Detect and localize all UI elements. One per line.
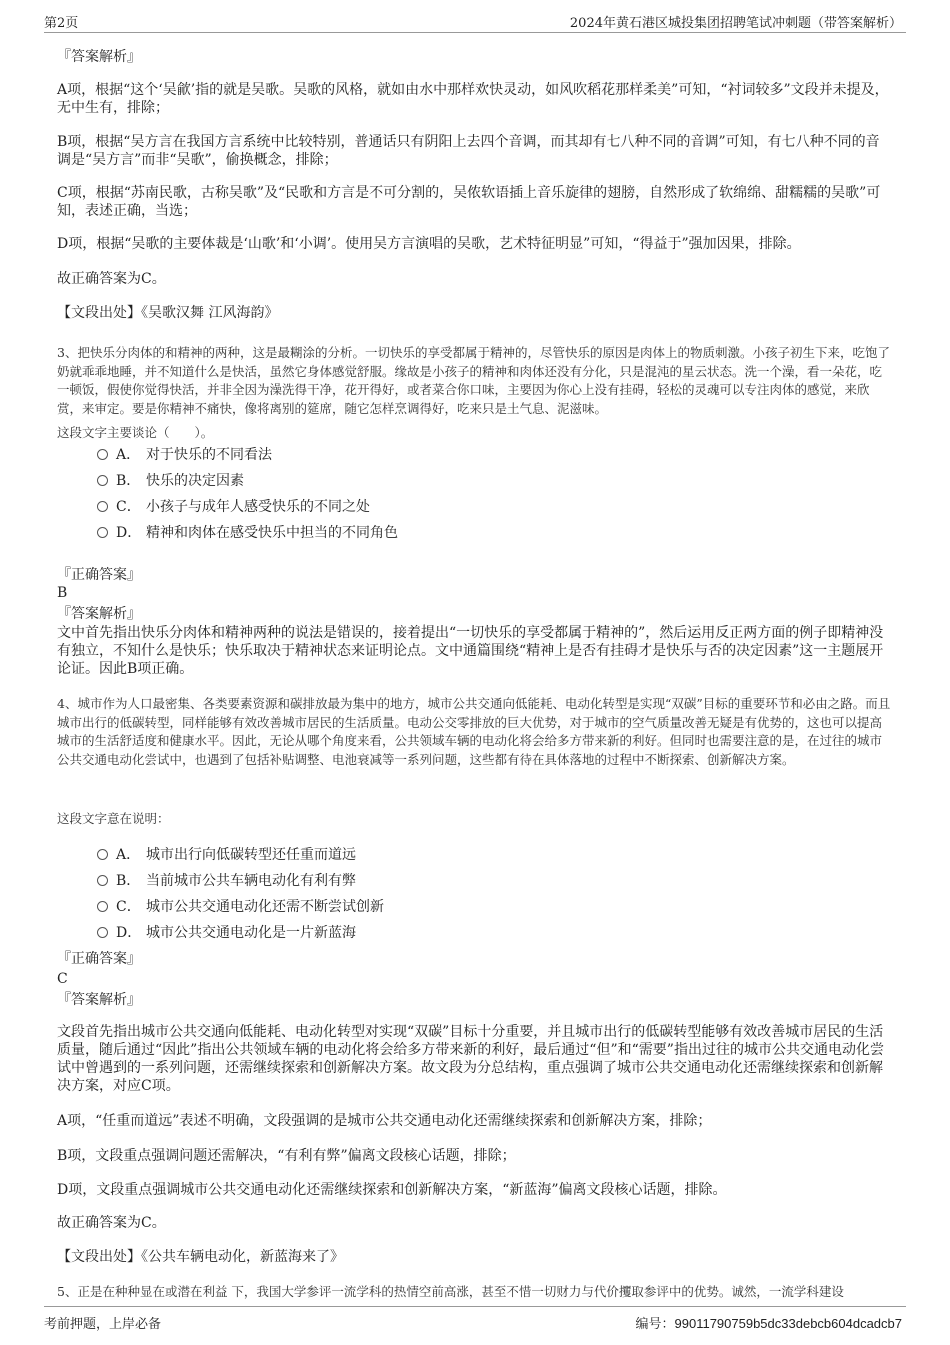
q4-correct-label: 『正确答案』 (57, 951, 141, 967)
page-header (44, 10, 906, 33)
q4-analysis: 文段首先指出城市公共交通向低能耗、电动化转型对实现“双碳”目标十分重要，并且城市出行的低碳转型能够有效改善城市居民的生活质量，随后通过“因此”指出公共领域车辆的电动化将会给多方带来新的利好，最后通过“但”和“需要”指出过往的城市公共交通电动化尝试中曾遇到的一系列问题，还需继续探索和创新解决方案。故文段为分总结构，重点强调了城市公共交通电动化还需继续探索和创新解决方案，对应C项。 (57, 1024, 884, 1094)
q4-conclusion: 故正确答案为C。 (57, 1215, 166, 1231)
q5-passage: 5、正是在种种显在或潜在利益 下，我国大学参评一流学科的热情空前高涨，甚至不惜一切财力与代价攫取参评中的优势。诚然，一流学科建设 (57, 1284, 844, 1299)
q3-answer: B (57, 585, 68, 601)
q3-analysis: 文中首先指出快乐分肉体和精神两种的说法是错误的，接着提出“一切快乐的享受都属于精神的”，然后运用反正两方面的例子即精神没有独立，不知什么是快乐；快乐取决于精神状态来证明论点。文中通篇围绕“精神上是否有挂碍才是快乐与否的决定因素”这一主题展开论证。因此B项正确。 (57, 625, 884, 677)
q4-option-d[interactable]: D． 城市公共交通电动化是一片新蓝海 (97, 924, 356, 942)
q4-analysis-label: 『答案解析』 (57, 992, 141, 1008)
footer-slogan: 考前押题，上岸必备 (44, 1317, 162, 1332)
q3-option-b[interactable]: B． 快乐的决定因素 (97, 472, 244, 490)
radio-icon[interactable] (97, 475, 108, 486)
q3-option-a[interactable]: A． 对于快乐的不同看法 (97, 446, 272, 464)
q2-analysis-a: A项，根据“这个‘吴歈’指的就是吴歌。吴歌的风格，就如由水中那样欢快灵动，如风吹稻花那样柔美”可知，“衬词较多”文段并未提及，无中生有，排除； (57, 82, 889, 116)
radio-icon[interactable] (97, 927, 108, 938)
q2-analysis-c: C项，根据“苏南民歌，古称吴歌”及“民歌和方言是不可分割的，吴侬软语插上音乐旋律的翅膀，自然形成了软绵绵、甜糯糯的吴歌”可知，表述正确，当选； (57, 185, 881, 219)
q3-correct-label: 『正确答案』 (57, 567, 141, 583)
q3-passage: 3、把快乐分肉体的和精神的两种，这是最糊涂的分析。一切快乐的享受都属于精神的，尽管快乐的原因是肉体上的物质刺激。小孩子初生下来，吃饱了奶就乖乖地睡，并不知道什么是快活，虽然它身体感觉舒服。缘故是小孩子的精神和肉体还没有分化，只是混沌的星云状态。洗一个澡，看一朵花，吃一顿饭，假使你觉得快活，并非全因为澡洗得干净，花开得好，或者菜合你口味，主要因为你心上没有挂碍，轻松的灵魂可以专注肉体的感觉，来欣赏，来审定。要是你精神不痛快，像将离别的筵席，随它怎样烹调得好，吃来只是土气息、泥滋味。 (57, 345, 890, 416)
radio-icon[interactable] (97, 449, 108, 460)
document-code-value: 99011790759b5dc33debcb604dcadcb7 (674, 1316, 902, 1331)
q4-analysis-a: A项，“任重而道远”表述不明确，文段强调的是城市公共交通电动化还需继续探索和创新解决方案，排除； (57, 1113, 712, 1129)
document-title: 2024年黄石港区城投集团招聘笔试冲刺题（带答案解析） (569, 16, 902, 31)
q3-option-c[interactable]: C． 小孩子与成年人感受快乐的不同之处 (97, 498, 370, 516)
q2-analysis-b: B项，根据“吴方言在我国方言系统中比较特别，普通话只有阴阳上去四个音调，而其却有七八种不同的音调”可知，有七八种不同的音调是“吴方言”而非“吴歌”，偷换概念，排除； (57, 134, 880, 168)
q2-analysis-label: 『答案解析』 (57, 49, 141, 65)
q4-answer: C (57, 971, 68, 987)
q2-analysis-d: D项，根据“吴歌的主要体裁是‘山歌’和‘小调’。使用吴方言演唱的吴歌，艺术特征明显”可知，“得益于”强加因果，排除。 (57, 236, 801, 252)
q3-stem: 这段文字主要谈论（ ）。 (57, 425, 214, 440)
q4-passage: 4、城市作为人口最密集、各类要素资源和碳排放最为集中的地方，城市公共交通向低能耗、电动化转型是实现“双碳”目标的重要环节和必由之路。而且城市出行的低碳转型，同样能够有效改善城市居民的生活质量。电动公交零排放的巨大优势，对于城市的空气质量改善无疑是有优势的，这也可以提高城市的生活舒适度和健康水平。因此，无论从哪个角度来看，公共领域车辆的电动化将会给多方带来新的利好。但同时也需要注意的是，在过往的城市公共交通电动化尝试中，也遇到了包括补贴调整、电池衰减等一系列问题，这些都有待在具体落地的过程中不断探索、创新解决方案。 (57, 696, 891, 767)
q4-stem: 这段文字意在说明： (57, 811, 170, 826)
q4-option-c[interactable]: C． 城市公共交通电动化还需不断尝试创新 (97, 898, 384, 916)
page-number: 第2页 (44, 16, 79, 31)
q2-conclusion: 故正确答案为C。 (57, 271, 166, 287)
radio-icon[interactable] (97, 901, 108, 912)
radio-icon[interactable] (97, 875, 108, 886)
q3-option-d[interactable]: D． 精神和肉体在感受快乐中担当的不同角色 (97, 524, 398, 542)
document-code-label: 编号： (635, 1316, 675, 1331)
document-code (636, 1313, 903, 1332)
page-footer (44, 1306, 906, 1331)
q4-analysis-d: D项，文段重点强调城市公共交通电动化还需继续探索和创新解决方案，“新蓝海”偏离文段核心话题，排除。 (57, 1182, 727, 1198)
radio-icon[interactable] (97, 849, 108, 860)
radio-icon[interactable] (97, 501, 108, 512)
q4-analysis-b: B项，文段重点强调问题还需解决，“有利有弊”偏离文段核心话题，排除； (57, 1148, 516, 1164)
radio-icon[interactable] (97, 527, 108, 538)
q4-source: 【文段出处】《公共车辆电动化，新蓝海来了》 (57, 1249, 344, 1265)
q2-source: 【文段出处】《吴歌汉舞 江风海韵》 (57, 305, 279, 321)
q4-option-b[interactable]: B． 当前城市公共车辆电动化有利有弊 (97, 872, 356, 890)
q4-option-a[interactable]: A． 城市出行向低碳转型还任重而道远 (97, 846, 356, 864)
q3-analysis-label: 『答案解析』 (57, 606, 141, 622)
